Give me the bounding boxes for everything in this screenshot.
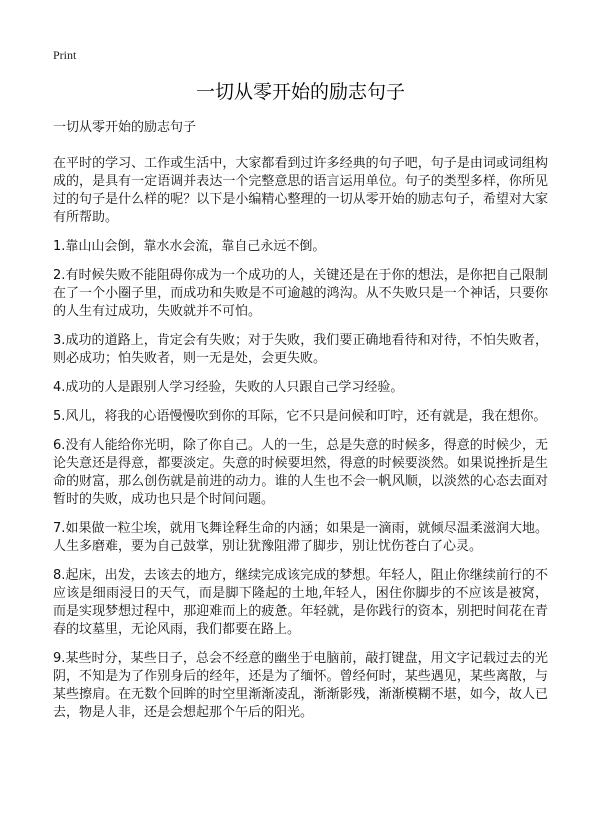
quote-paragraph-9: 9.某些时分，某些日子，总会不经意的幽坐于电脑前，敲打键盘，用文字记载过去的光阴，不知是为了作别身后的经年，还是为了缅怀。曾经何时，某些遇见，某些离散，与某些擦肩。在无数个回眸的时空里渐渐凌乱，渐渐影残，渐渐模糊不堪，如今，故人已去，物是人非，还是会想起那个午后的阳光。 (53, 651, 548, 720)
quote-paragraph-3: 3.成功的道路上，肯定会有失败；对于失败，我们要正确地看待和对待，不怕失败者，则必成功；怕失败者，则一无是处，会更失败。 (53, 333, 548, 366)
article-subtitle: 一切从零开始的励志句子 (53, 120, 197, 135)
quote-paragraph-5: 5.风儿，将我的心语慢慢吹到你的耳际，它不只是问候和叮咛，还有就是，我在想你。 (53, 409, 547, 424)
quote-paragraph-7: 7.如果做一粒尘埃，就用飞舞诠释生命的内涵；如果是一滴雨，就倾尽温柔滋润大地。人生多磨难，要为自己鼓掌，别让犹豫阻滞了脚步，别让忧伤苍白了心灵。 (53, 521, 548, 554)
quote-paragraph-4: 4.成功的人是跟别人学习经验，失败的人只跟自己学习经验。 (53, 380, 404, 395)
quote-paragraph-2: 2.有时候失败不能阻碍你成为一个成功的人，关键还是在于你的想法，是你把自己限制在了一个小圈子里，而成功和失败是不可逾越的鸿沟。从不失败只是一个神话，只要你的人生有过成功，失败就并不可怕。 (53, 268, 548, 319)
article-title: 一切从零开始的励志句子 (195, 81, 405, 103)
quote-paragraph-6: 6.没有人能给你光明，除了你自己。人的一生，总是失意的时候多，得意的时候少，无论失意还是得意，都要淡定。失意的时候要坦然，得意的时候要淡然。如果说挫折是生命的财富，那么创伤就是前进的动力。谁的人生也不会一帆风顺，以淡然的心态去面对暂时的失败，成功也只是个时间问题。 (53, 438, 548, 507)
article-body (53, 155, 548, 722)
quote-paragraph-8: 8.起床，出发，去该去的地方，继续完成该完成的梦想。年轻人，阻止你继续前行的不应该是细雨浸日的天气，而是脚下隆起的土地,年轻人，困住你脚步的不应该是被窝，而是实现梦想过程中，那迎难而上的疲惫。年轻就，是你践行的资本，别把时间花在青春的坟墓里，无论风雨，我们都要在路上。 (53, 568, 548, 637)
print-link[interactable]: Print (53, 48, 77, 62)
quote-paragraph-1: 1.靠山山会倒，靠水水会流，靠自己永远不倒。 (53, 239, 326, 254)
intro-paragraph: 在平时的学习、工作或生活中，大家都看到过许多经典的句子吧，句子是由词或词组构成的，是具有一定语调并表达一个完整意思的语言运用单位。句子的类型多样，你所见过的句子是什么样的呢？以下是小编精心整理的一切从零开始的励志句子，希望对大家有所帮助。 (53, 156, 548, 225)
